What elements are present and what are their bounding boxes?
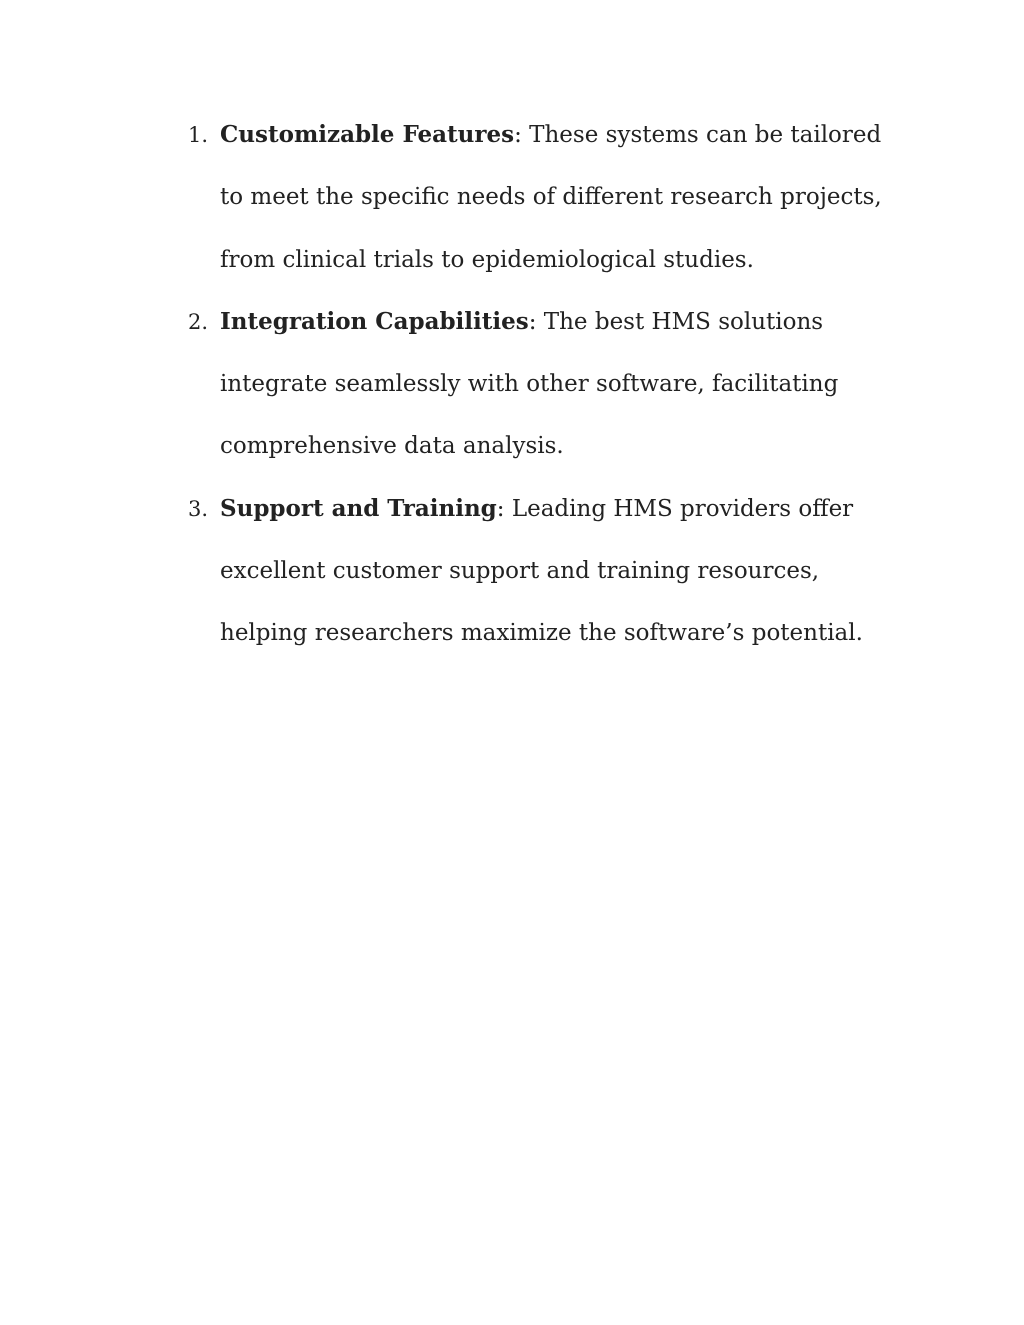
- list-item-text: : Leading HMS providers offer excellent customer support and training resources, helping researchers maximize the software’s potential.: [220, 495, 863, 647]
- list-item-number: 1.: [188, 123, 209, 147]
- list-item-term: Support and Training: [220, 494, 497, 522]
- list-item: [188, 104, 908, 291]
- list-item-text: : The best HMS solutions integrate seamlessly with other software, facilitating comprehensive data analysis.: [220, 308, 839, 460]
- list-item: [188, 478, 908, 665]
- numbered-list: [188, 104, 908, 665]
- list-item-term: Customizable Features: [220, 121, 515, 148]
- list-item: [188, 291, 908, 478]
- list-item-text: : These systems can be tailored to meet the specific needs of different research projects, from clinical trials to epidemiological studies.: [220, 122, 882, 273]
- list-item-number: 2.: [188, 309, 209, 334]
- list-item-number: 3.: [188, 496, 209, 521]
- list-item-term: Integration Capabilities: [220, 307, 529, 335]
